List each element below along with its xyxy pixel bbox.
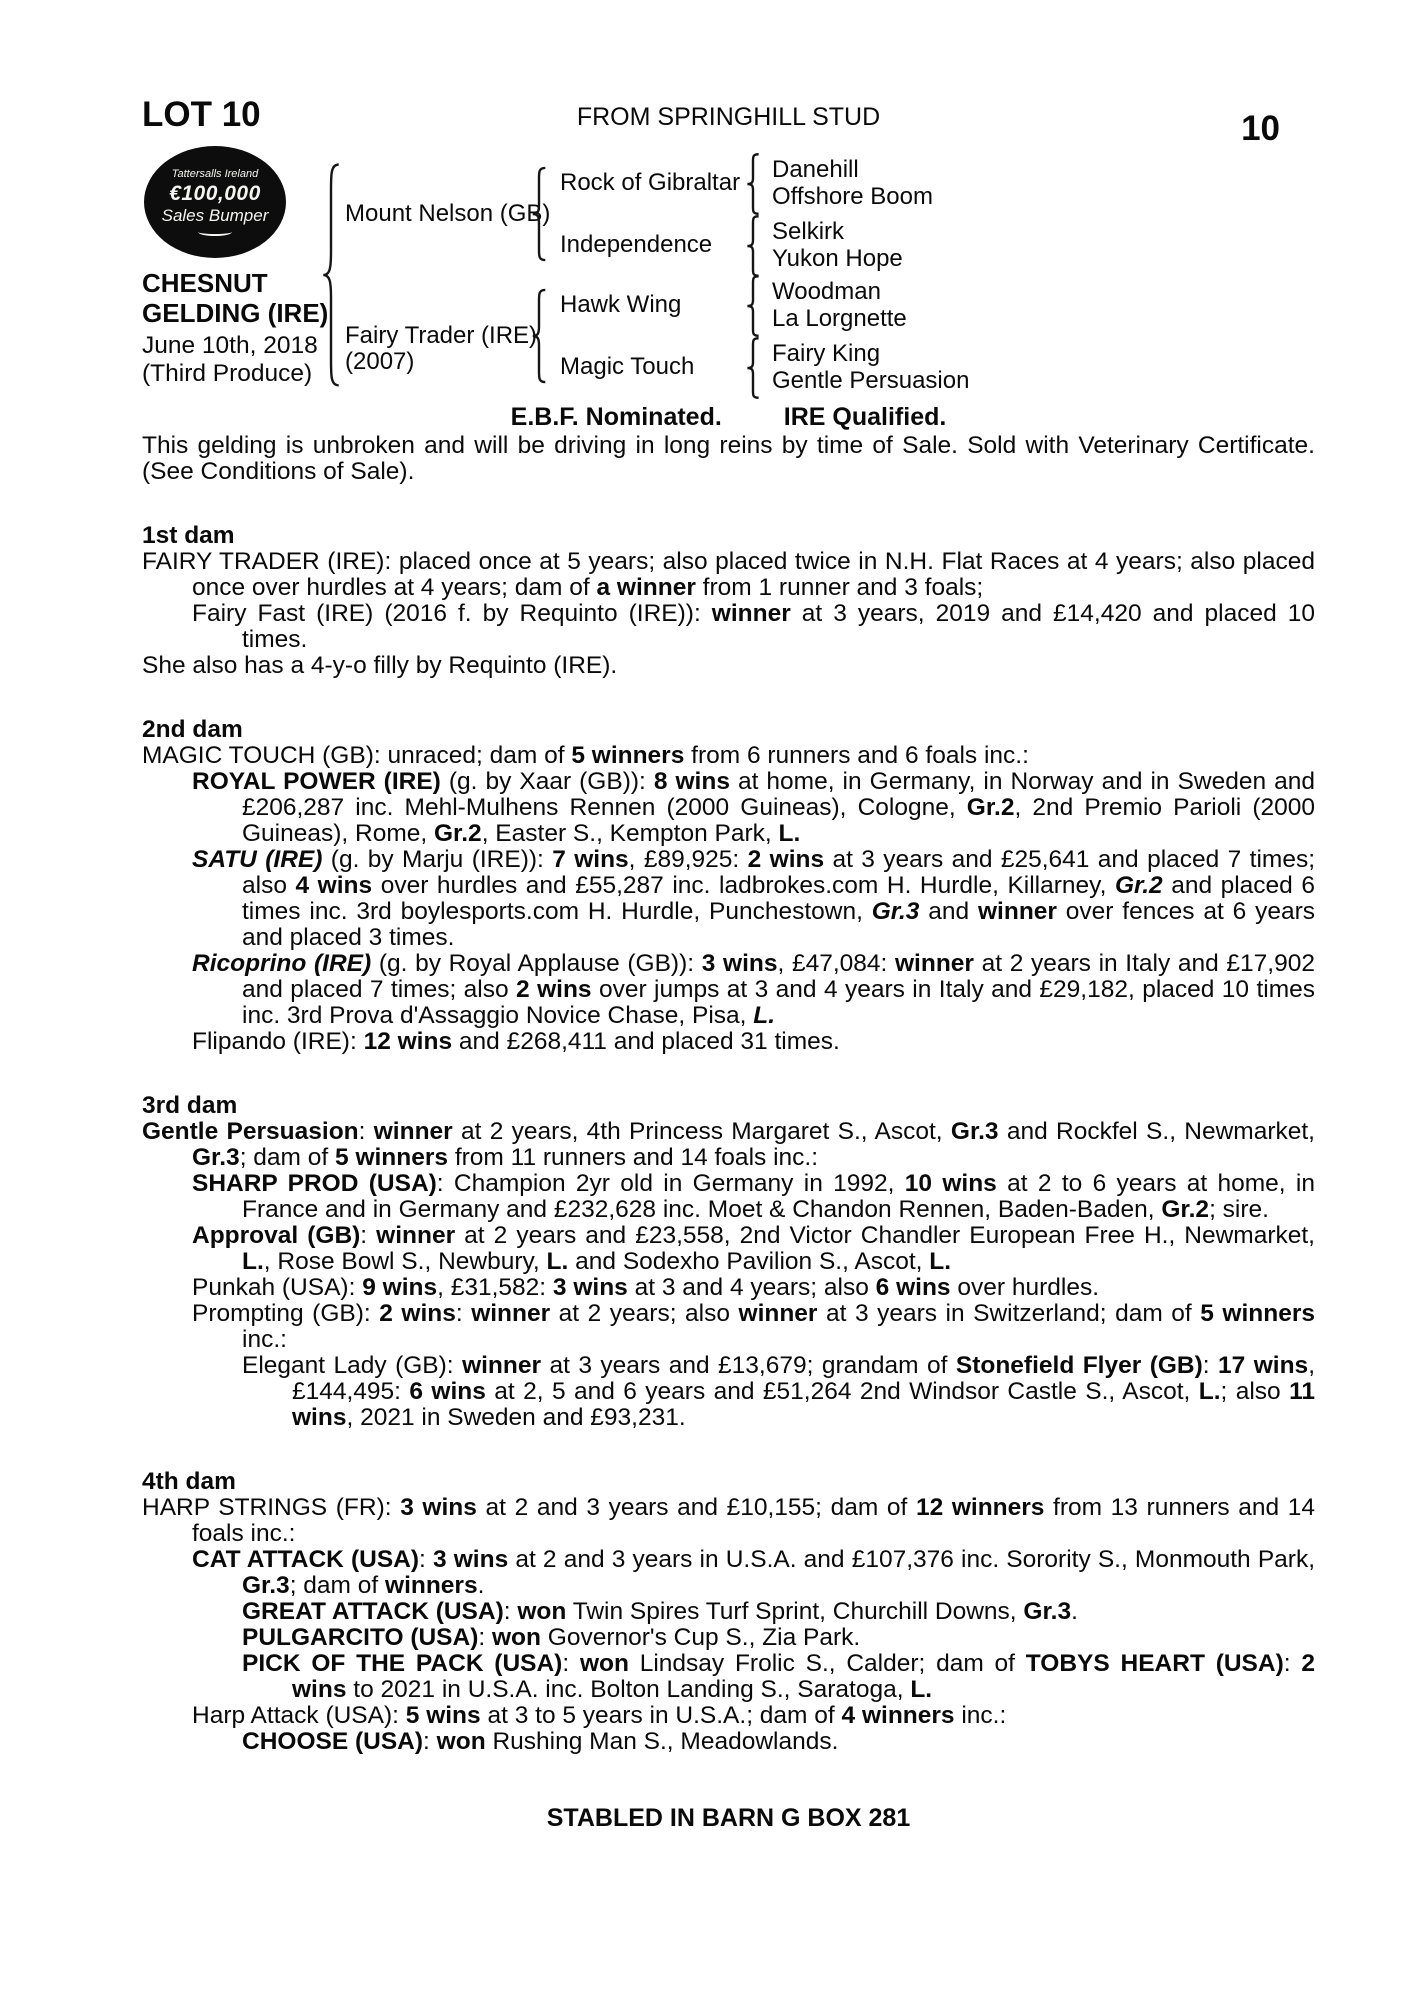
logo-bottom-line: Sales Bumper xyxy=(161,206,269,225)
catalogue-paragraph: SHARP PROD (USA): Champion 2yr old in Germany in 1992, 10 wins at 2 to 6 years at home, in France and in Germany and £232,628 inc. Moet & Chandon Rennen, Baden-Baden, Gr.2; sire. xyxy=(192,1170,1316,1223)
ire-qualified-label: IRE Qualified. xyxy=(783,403,947,431)
catalogue-paragraph: Gentle Persuasion: winner at 2 years, 4th Princess Margaret S., Ascot, Gr.3 and Rockfel S., Newmarket, Gr.3; dam of 5 winners from 11 runners and 14 foals inc.: xyxy=(142,1118,1315,1171)
pedigree-great-grandsire-2: Selkirk xyxy=(772,218,845,245)
pedigree-great-grandsire-1: Danehill xyxy=(772,156,859,183)
catalogue-paragraph: Prompting (GB): 2 wins: winner at 2 years; also winner at 3 years in Switzerland; dam of 5 winners inc.: xyxy=(192,1300,1315,1353)
stabling-note: STABLED IN BARN G BOX 281 xyxy=(546,1804,911,1832)
pedigree-brace xyxy=(745,215,761,277)
produce-note: (Third Produce) xyxy=(142,360,313,387)
catalogue-paragraph: Harp Attack (USA): 5 wins at 3 to 5 years in U.S.A.; dam of 4 winners inc.: xyxy=(192,1702,1007,1729)
dam-section-heading: 3rd dam xyxy=(142,1092,238,1119)
pedigree-brace xyxy=(530,166,548,262)
logo-top-line: Tattersalls Ireland xyxy=(171,168,259,180)
logo-flourish xyxy=(198,228,232,236)
pedigree-great-granddam-1: Offshore Boom xyxy=(772,183,933,210)
catalogue-paragraph: PULGARCITO (USA): won Governor's Cup S., Zia Park. xyxy=(242,1624,861,1651)
pedigree-brace xyxy=(745,153,761,215)
pedigree-sire-dam: Independence xyxy=(560,231,713,258)
pedigree-brace xyxy=(745,337,761,399)
pedigree-dam-year: (2007) xyxy=(345,348,415,375)
catalogue-paragraph: HARP STRINGS (FR): 3 wins at 2 and 3 years and £10,155; dam of 12 winners from 13 runners and 14 foals inc.: xyxy=(142,1494,1316,1547)
dam-section-heading: 1st dam xyxy=(142,522,235,549)
catalogue-paragraph: Flipando (IRE): 12 wins and £268,411 and placed 31 times. xyxy=(192,1028,840,1055)
pedigree-sire-sire: Rock of Gibraltar xyxy=(560,169,741,196)
nominations-line xyxy=(142,404,1315,430)
pedigree-dam-dam: Magic Touch xyxy=(560,353,695,380)
pedigree-great-granddam-2: Yukon Hope xyxy=(772,245,903,272)
dam-section-heading: 2nd dam xyxy=(142,716,243,743)
logo-amount: €100,000 xyxy=(169,182,261,205)
page-number: 10 xyxy=(1241,109,1280,148)
pedigree-dam-sire: Hawk Wing xyxy=(560,291,682,318)
pedigree-dam: Fairy Trader (IRE) xyxy=(345,322,538,349)
horse-name-line2: GELDING (IRE) xyxy=(142,298,329,328)
catalogue-paragraph: SATU (IRE) (g. by Marju (IRE)): 7 wins, £89,925: 2 wins at 3 years and £25,641 and placed 7 times; also 4 wins over hurdles and £55,287 inc. ladbrokes.com H. Hurdle, Killarney, Gr.2 and placed 6 times inc. 3rd boylesports.com H. Hurdle, Punchestown, Gr.3 and winner over fences at 6 years and placed 3 times. xyxy=(192,846,1315,951)
sales-bumper-logo xyxy=(144,146,286,258)
pedigree-brace xyxy=(530,288,548,384)
pedigree-brace xyxy=(745,275,761,337)
catalogue-paragraph: FAIRY TRADER (IRE): placed once at 5 years; also placed twice in N.H. Flat Races at 4 years; also placed once over hurdles at 4 years; dam of a winner from 1 runner and 3 foals; xyxy=(142,548,1315,601)
pedigree-great-granddam-4: Gentle Persuasion xyxy=(772,367,970,394)
lot-number: LOT 10 xyxy=(142,95,261,134)
pedigree-great-grandsire-3: Woodman xyxy=(772,278,881,305)
catalogue-body xyxy=(142,433,1315,1831)
horse-foaling-date: June 10th, 2018 xyxy=(142,332,318,359)
catalogue-paragraph: Approval (GB): winner at 2 years and £23,558, 2nd Victor Chandler European Free H., Newmarket, L., Rose Bowl S., Newbury, L. and Sodexho Pavilion S., Ascot, L. xyxy=(192,1222,1315,1275)
pedigree-great-grandsire-4: Fairy King xyxy=(772,340,881,367)
catalogue-paragraph: GREAT ATTACK (USA): won Twin Spires Turf Sprint, Churchill Downs, Gr.3. xyxy=(242,1598,1078,1625)
dam-section-heading: 4th dam xyxy=(142,1468,236,1495)
pedigree-brace xyxy=(320,160,342,390)
catalogue-paragraph: CHOOSE (USA): won Rushing Man S., Meadowlands. xyxy=(242,1728,839,1755)
consignor-title: FROM SPRINGHILL STUD xyxy=(576,103,881,131)
catalogue-paragraph: Punkah (USA): 9 wins, £31,582: 3 wins at 3 and 4 years; also 6 wins over hurdles. xyxy=(192,1274,1099,1301)
catalogue-paragraph: Fairy Fast (IRE) (2016 f. by Requinto (IRE)): winner at 3 years, 2019 and £14,420 and placed 10 times. xyxy=(192,600,1315,653)
catalogue-paragraph: She also has a 4-y-o filly by Requinto (IRE). xyxy=(142,652,618,679)
catalogue-paragraph: MAGIC TOUCH (GB): unraced; dam of 5 winners from 6 runners and 6 foals inc.: xyxy=(142,742,1029,769)
catalogue-paragraph: CAT ATTACK (USA): 3 wins at 2 and 3 years in U.S.A. and £107,376 inc. Sorority S., Monmouth Park, Gr.3; dam of winners. xyxy=(192,1546,1316,1599)
catalogue-paragraph: PICK OF THE PACK (USA): won Lindsay Frolic S., Calder; dam of TOBYS HEART (USA): 2 wins to 2021 in U.S.A. inc. Bolton Landing S., Saratoga, L. xyxy=(242,1650,1315,1703)
dam-sections xyxy=(142,523,1315,1755)
pedigree-great-granddam-3: La Lorgnette xyxy=(772,305,907,332)
catalogue-paragraph: Ricoprino (IRE) (g. by Royal Applause (GB)): 3 wins, £47,084: winner at 2 years in Italy and £17,902 and placed 7 times; also 2 wins over jumps at 3 and 4 years in Italy and £29,182, placed 10 times inc. 3rd Prova d'Assaggio Novice Chase, Pisa, L. xyxy=(192,950,1316,1029)
catalogue-paragraph: ROYAL POWER (IRE) (g. by Xaar (GB)): 8 wins at home, in Germany, in Norway and in Sweden and £206,287 inc. Mehl-Mulhens Rennen (2000 Guineas), Cologne, Gr.2, 2nd Premio Parioli (2000 Guineas), Rome, Gr.2, Easter S., Kempton Park, L. xyxy=(192,768,1315,847)
horse-name-line1: CHESNUT xyxy=(142,268,268,298)
pedigree-tree xyxy=(320,148,1360,416)
page-header xyxy=(142,95,1315,148)
ebf-nominated-label: E.B.F. Nominated. xyxy=(510,403,722,431)
sale-conditions-paragraph: This gelding is unbroken and will be driving in long reins by time of Sale. Sold with Veterinary Certificate. (See Conditions of Sale). xyxy=(142,432,1315,485)
pedigree-sire: Mount Nelson (GB) xyxy=(345,200,551,227)
catalogue-paragraph: Elegant Lady (GB): winner at 3 years and £13,679; grandam of Stonefield Flyer (GB): 17 wins, £144,495: 6 wins at 2, 5 and 6 years and £51,264 2nd Windsor Castle S., Ascot, L.; also 11 wins, 2021 in Sweden and £93,231. xyxy=(242,1352,1315,1431)
